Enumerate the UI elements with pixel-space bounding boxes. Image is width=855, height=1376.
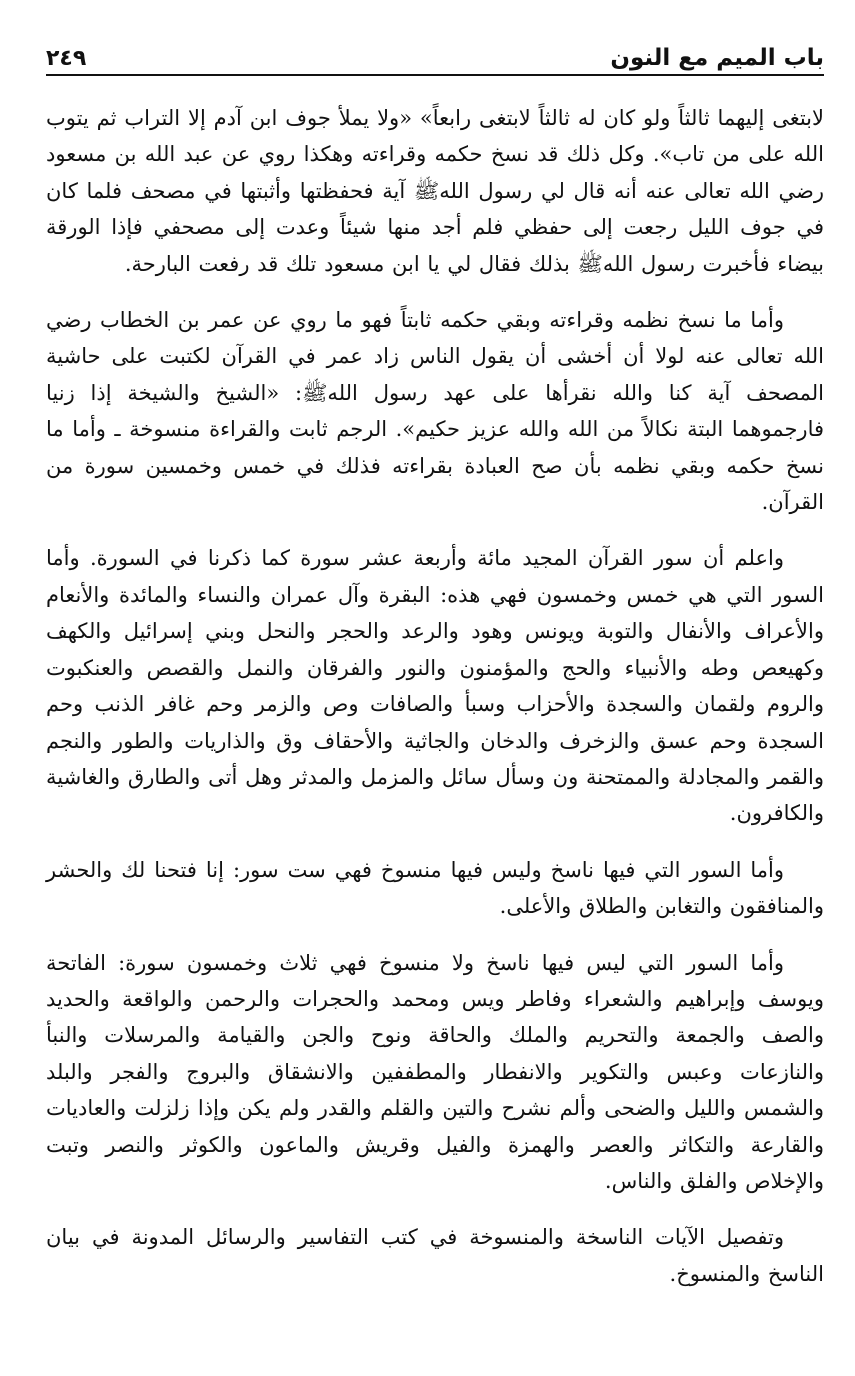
chapter-title: باب الميم مع النون <box>610 45 824 71</box>
running-header <box>46 36 824 76</box>
paragraph-3: واعلم أن سور القرآن المجيد مائة وأربعة عشر سورة كما ذكرنا في السورة. وأما السور التي هي خمس وخمسون فهي هذه: البقرة وآل عمران والنساء والمائدة والأنعام والأعراف والأنفال والتوبة ويونس وهود والرعد والحجر والنحل وبني إسرائيل والكهف وكهيعص وطه والأنبياء والحج والمؤمنون والنور والفرقان والنمل والقصص والعنكبوت والروم ولقمان والسجدة والأحزاب وسبأ والصافات وص والزمر وحم غافر الذنب وحم السجدة وحم عسق والزخرف والدخان والجاثية والأحقاف وق والذاريات والطور والنجم والقمر والمجادلة والممتحنة ون وسأل سائل والمزمل والمدثر وهل أتى والطارق والغاشية والكافرون. <box>46 546 824 826</box>
page-number: ٢٤٩ <box>46 46 87 71</box>
body-text <box>46 100 824 1292</box>
paragraph-5: وأما السور التي ليس فيها ناسخ ولا منسوخ فهي ثلاث وخمسون سورة: الفاتحة ويوسف وإبراهيم والشعراء وفاطر ويس ومحمد والحجرات والرحمن والواقعة والحديد والصف والجمعة والتحريم والملك والحاقة ونوح والجن والقيامة والمرسلات والنبأ والنازعات وعبس والتكوير والانفطار والمطففين والانشقاق والبروج والفجر والبلد والشمس والليل والضحى وألم نشرح والتين والقلم والقدر ولم يكن وإذا زلزلت والعاديات والقارعة والتكاثر والعصر والهمزة والفيل وقريش والماعون والكوثر والنصر وتبت والإخلاص والفلق والناس. <box>46 950 824 1193</box>
paragraph-4: وأما السور التي فيها ناسخ وليس فيها منسوخ فهي ست سور: إنا فتحنا لك والحشر والمنافقون والتغابن والطلاق والأعلى. <box>46 857 824 919</box>
paragraph-2: وأما ما نسخ نظمه وقراءته وبقي حكمه ثابتاً فهو ما روي عن عمر بن الخطاب رضي الله تعالى عنه لولا أن أخشى أن يقول الناس زاد عمر في القرآن لكتبت على حاشية المصحف آية كنا والله نقرأها على عهد رسول اللهﷺ: «الشيخ والشيخة إذا زنيا فارجموهما البتة نكالاً من الله والله عزيز حكيم». الرجم ثابت والقراءة منسوخة ـ وأما ما نسخ حكمه وبقي نظمه بأن صح العبادة بقراءته فذلك في خمس وخمسين سورة من القرآن. <box>46 308 824 515</box>
paragraph-1: لابتغى إليهما ثالثاً ولو كان له ثالثاً لابتغى رابعاً» «ولا يملأ جوف ابن آدم إلا التراب ثم يتوب الله على من تاب». وكل ذلك قد نسخ حكمه وقراءته وهكذا روي عن عبد الله بن مسعود رضي الله تعالى عنه أنه قال لي رسول اللهﷺ آية فحفظتها وأثبتها في مصحف فلما كان في جوف الليل رجعت إلى حفظي فلم أجد منها شيئاً وعدت إلى مصحفي فإذا الورقة بيضاء فأخبرت رسول اللهﷺ بذلك فقال لي يا ابن مسعود تلك قد رفعت البارحة. <box>46 106 824 276</box>
book-page <box>46 36 824 1356</box>
paragraph-6: وتفصيل الآيات الناسخة والمنسوخة في كتب التفاسير والرسائل المدونة في بيان الناسخ والمنسوخ. <box>46 1225 824 1286</box>
